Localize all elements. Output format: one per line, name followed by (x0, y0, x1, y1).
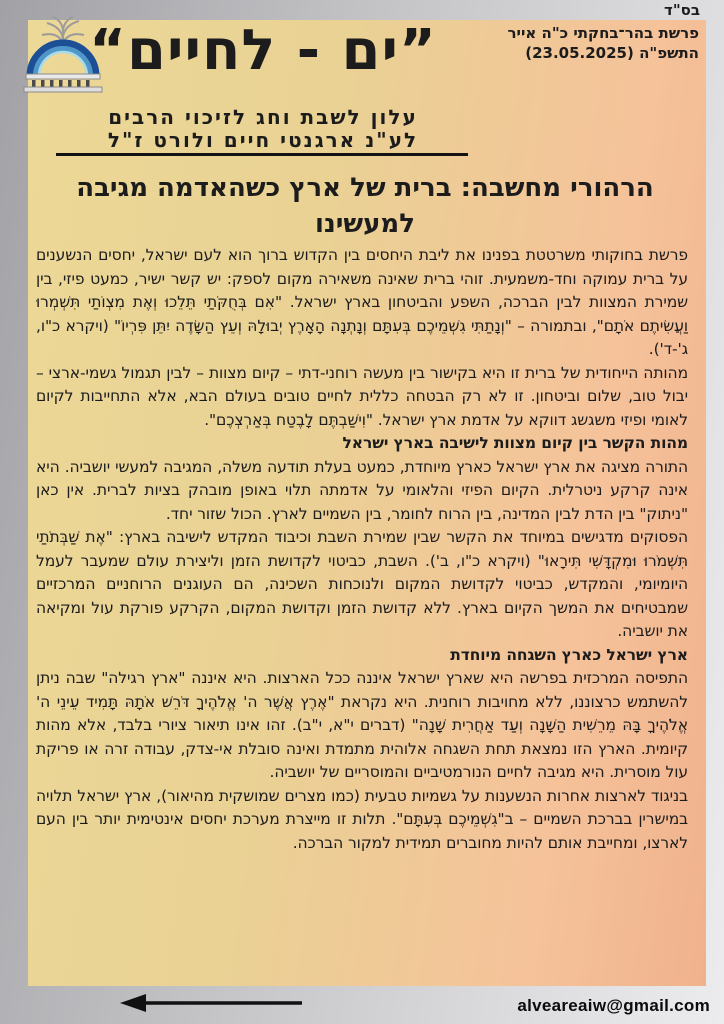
article-body (36, 244, 688, 982)
article-paragraph: מהותה הייחודית של ברית זו היא בקישור בין מעשה רוחני-דתי – קיום מצוות – לבין תגמול גשמי-ארצי – יבול טוב, שלום וביטחון. זו לא רק הבטחה כללית לחיים טובים בעולם הבא, אלא התחייבות לקיום לאומי ופיזי משגשג דווקא על אדמת ארץ ישראל. "וִישַׁבְתֶּם לָבֶטַח בְּאַרְצְכֶם". (36, 363, 688, 429)
subtitle-line-1: עלון לשבת וחג לזיכוי הרבים (108, 105, 418, 129)
article-headline: הרהורי מחשבה: ברית של ארץ כשהאדמה מגיבה למעשינו (76, 173, 654, 239)
back-arrow-icon[interactable] (116, 991, 306, 1019)
article-subheading: מהות הקשר בין קיום מצוות לישיבה בארץ ישראל (342, 434, 688, 452)
contact-email[interactable]: alveareaiw@gmail.com (517, 996, 710, 1015)
subtitle-line-2: לע"נ ארגנטי חיים ולורט ז"ל (107, 128, 419, 152)
article-subheading: ארץ ישראל כארץ השגחה מיוחדת (450, 645, 688, 664)
article-paragraph: פרשת בחוקותי משרטטת בפנינו את ליבת היחסים בין הקדוש ברוך הוא לעם ישראל, יחסים הנשענים על ברית עמוקה וחד-משמעית. זוהי ברית שאינה משאירה מקום לספק: יש קשר ישיר, כמעט פיזי, בין שמירת המצוות לבין הברכה, השפע והביטחון בארץ ישראל. "אִם בְּחֻקֹּתַי תֵּלֵכוּ וְאֶת מִצְוֹתַי תִּשְׁמְרוּ וַעֲשִׂיתֶם אֹתָם", ובתמורה – "וְנָתַתִּי גִשְׁמֵיכֶם בְּעִתָּם וְנָתְנָה הָאָרֶץ יְבוּלָהּ וְעֵץ הַשָּׂדֶה יִתֵּן פִּרְיוֹ" (ויקרא כ"ו, ג'-ד'). (36, 246, 688, 358)
parsha-date-block (508, 23, 699, 63)
article-paragraph: הפסוקים מדגישים במיוחד את הקשר שבין שמירת השבת וכיבוד המקדש לישיבה בארץ: "אֶת שַׁבְּתֹתַי תִּשְׁמֹרוּ וּמִקְדָּשִׁי תִּירָאוּ" (ויקרא כ"ו, ב'). השבת, כביטוי לקדושת הזמן וליצירת עולם שמעבר לעמל היומיומי, והמקדש, כביטוי לקדושת המקום ולנוכחות השכינה, הם העוגנים הרוחניים המרכזיים שמבטיחים את המשך הקיום בארץ. ללא קדושת הזמן וקדושת המקום, הקרקע פורקת עול ומקיאה את יושביה. (36, 528, 688, 640)
article-paragraph: בניגוד לארצות אחרות הנשענות על גשמיות טבעית (כמו מצרים שמושקית מהיאור), ארץ ישראל תלויה במישרין בברכת השמיים – ב"גִשְׁמֵיכֶם בְּעִתָּם". תלות זו מייצרת מערכת יחסים אינטימית יותר בין העם לארצו, ומחייבת אותם להיות מחוברים תמידית למקור הברכה. (36, 786, 688, 852)
newsletter-title: ”ים - לחיים“ (89, 18, 437, 83)
newsletter-subtitle (58, 106, 468, 152)
hebrew-year-date: התשפ"ה (23.05.2025) (525, 44, 699, 62)
masthead-divider (56, 153, 468, 156)
parsha-name: פרשת בהר־בחקתי כ"ה אייר (507, 24, 699, 42)
article-paragraph: התפיסה המרכזית בפרשה היא שארץ ישראל איננה ככל הארצות. היא איננה "ארץ רגילה" שבה ניתן להשתמש כרצוננו, ללא מחויבות רוחנית. היא נקראת "אֶרֶץ אֲשֶׁר ה' אֱלֹהֶיךָ דֹּרֵשׁ אֹתָהּ תָּמִיד עֵינֵי ה' אֱלֹהֶיךָ בָּהּ מֵרֵשִׁית הַשָּׁנָה וְעַד אַחֲרִית שָׁנָה" (דברים י"א, י"ב). זהו אינו תיאור ציורי בלבד, אלא מהות קיומית. הארץ הזו נמצאת תחת השגחה אלוהית מתמדת ואינה סובלת אי-צדק, עבודה זרה או פריקת עול מוסרית. היא מגיבה לחיים הנורמטיביים והמוסריים של יושביה. (36, 669, 688, 781)
bsd-label: בס"ד (664, 1, 700, 19)
article-paragraph: התורה מציגה את ארץ ישראל כארץ מיוחדת, כמעט בעלת תודעה משלה, המגיבה למעשי יושביה. היא אינה קרקע ניטרלית. הקיום הפיזי והלאומי על אדמתה תלוי באופן מובהק בציות לברית. אין כאן "ניתוק" בין הדת לבין המדינה, בין הרוח לחומר, בין השמיים לארץ. הכול שזור יחד. (36, 457, 688, 523)
